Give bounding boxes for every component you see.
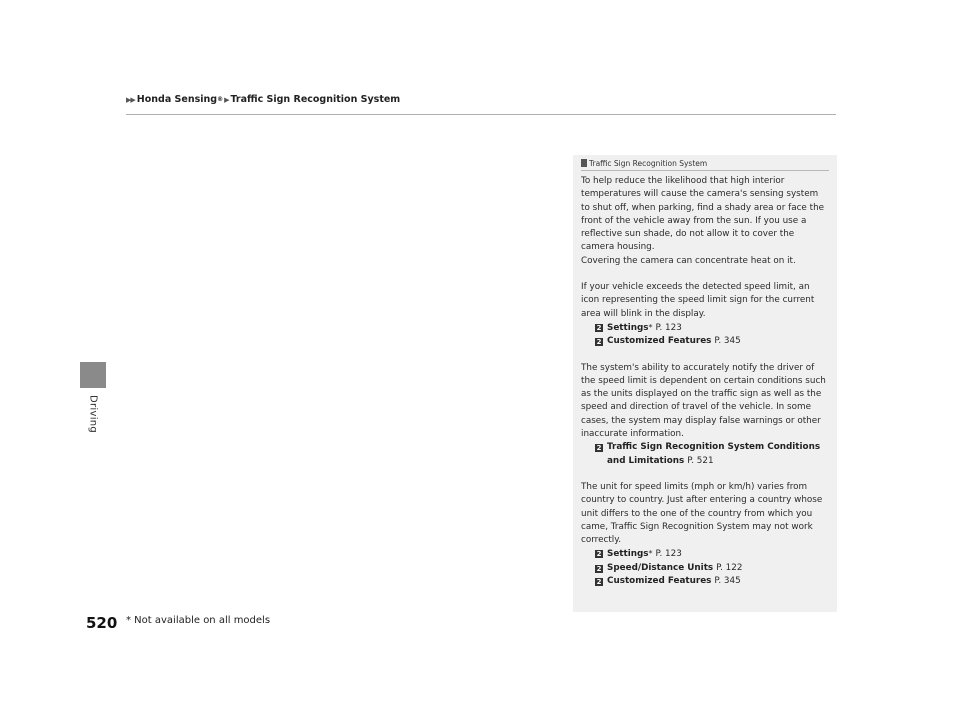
page-number: 520	[86, 614, 118, 632]
cross-reference-link[interactable]: 2 Settings* P. 123	[596, 549, 682, 560]
cross-reference-link[interactable]: 2 Customized Features P. 345	[596, 576, 741, 587]
sidebar-heading: Traffic Sign Recognition System	[581, 157, 829, 169]
reference-arrow-icon: 2	[596, 578, 602, 587]
cross-reference-link[interactable]: 2 Speed/Distance Units P. 122	[596, 562, 743, 573]
footnote: * Not available on all models	[126, 615, 271, 626]
cross-reference-link[interactable]: 2 Traffic Sign Recognition System Conditions and Limitations P. 521	[596, 442, 821, 466]
reference-arrow-icon: 2	[596, 338, 602, 347]
cross-reference-link[interactable]: 2 Settings* P. 123	[596, 322, 682, 333]
section-tab-marker	[80, 362, 106, 388]
reference-arrow-icon: 2	[596, 444, 602, 453]
note-marker-icon	[581, 159, 587, 167]
sidebar-paragraph: To help reduce the likelihood that high interior temperatures will cause the camera's sensing system to shut off, when parking, find a shady area or face the front of the vehicle away from the sun. If you use a reflective sun shade, do not allow it to cover the camera housing.	[581, 176, 825, 253]
breadcrumb	[126, 94, 400, 105]
registered-mark: ®	[217, 96, 224, 103]
reference-arrow-icon: 2	[596, 564, 602, 573]
sidebar-divider	[581, 170, 829, 171]
breadcrumb-arrow-icon: ▶	[224, 95, 229, 104]
section-tab-label: Driving	[87, 395, 99, 434]
reference-arrow-icon: 2	[596, 323, 602, 332]
sidebar-paragraph: The unit for speed limits (mph or km/h) varies from country to country. Just after entering a country whose unit differs to the one of the country from which you came, Traffic Sign Recognition System may not work correctly.	[581, 481, 823, 546]
breadcrumb-current: Traffic Sign Recognition System	[230, 94, 401, 105]
sidebar-paragraph: The system's ability to accurately notify the driver of the speed limit is dependent on certain conditions such as the units displayed on the traffic sign as well as the speed and direction of travel of the vehicle. In some cases, the system may display false warnings or other inaccurate information.	[581, 362, 826, 440]
sidebar-paragraph: Covering the camera can concentrate heat on it.	[581, 255, 796, 266]
cross-reference-link[interactable]: 2 Customized Features P. 345	[596, 336, 741, 347]
breadcrumb-arrow-icon: ▶▶	[126, 95, 135, 104]
reference-arrow-icon: 2	[596, 550, 602, 559]
info-sidebar	[573, 155, 837, 612]
sidebar-paragraph: If your vehicle exceeds the detected speed limit, an icon representing the speed limit sign for the current area will blink in the display.	[581, 282, 815, 319]
breadcrumb-parent[interactable]: Honda Sensing	[136, 94, 218, 105]
header-divider	[126, 114, 836, 115]
